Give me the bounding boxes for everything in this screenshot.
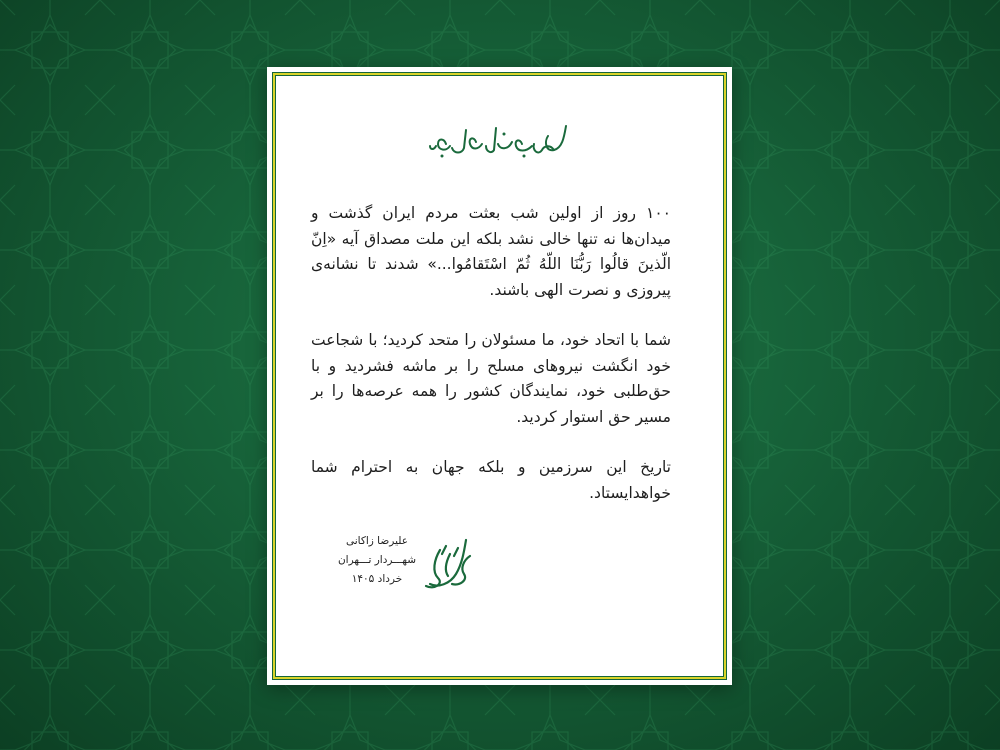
signer-title: شهـــردار تـــهران [337,554,417,566]
signature-date: خرداد ۱۴۰۵ [351,573,403,585]
handwritten-signature [420,534,478,594]
signature-text [336,532,418,589]
bismillah-calligraphy [426,116,576,166]
document-paper [276,76,723,676]
message-body [311,201,671,531]
message-paragraph-1: ۱۰۰ روز از اولین شب بعثت مردم ایران گذشت و میدان‌ها نه تنها خالی نشد بلکه این ملت مصداق آیه «اِنّ الّذینَ قالُوا رَبُّنَا اللّهُ ثُمّ اسْتَقامُوا...» شدند تا نشانه‌ی پیروزی و نصرت الهی باشند. [311,204,671,299]
document-frame [267,67,732,685]
signature-block [336,532,486,612]
message-paragraph-3: تاریخ این سرزمین و بلکه جهان به احترام شما خواهدایستاد. [311,458,671,502]
signer-name: علیرضا زاکانی [345,535,408,547]
message-paragraph-2: شما با اتحاد خود، ما مسئولان را متحد کردید؛ با شجاعت خود انگشت نیروهای مسلح را بر ماشه فشردید و با حق‌طلبی خود، نمایندگان کشور را همه عرصه‌ها را بر مسیر حق استوار کردید. [311,331,671,426]
